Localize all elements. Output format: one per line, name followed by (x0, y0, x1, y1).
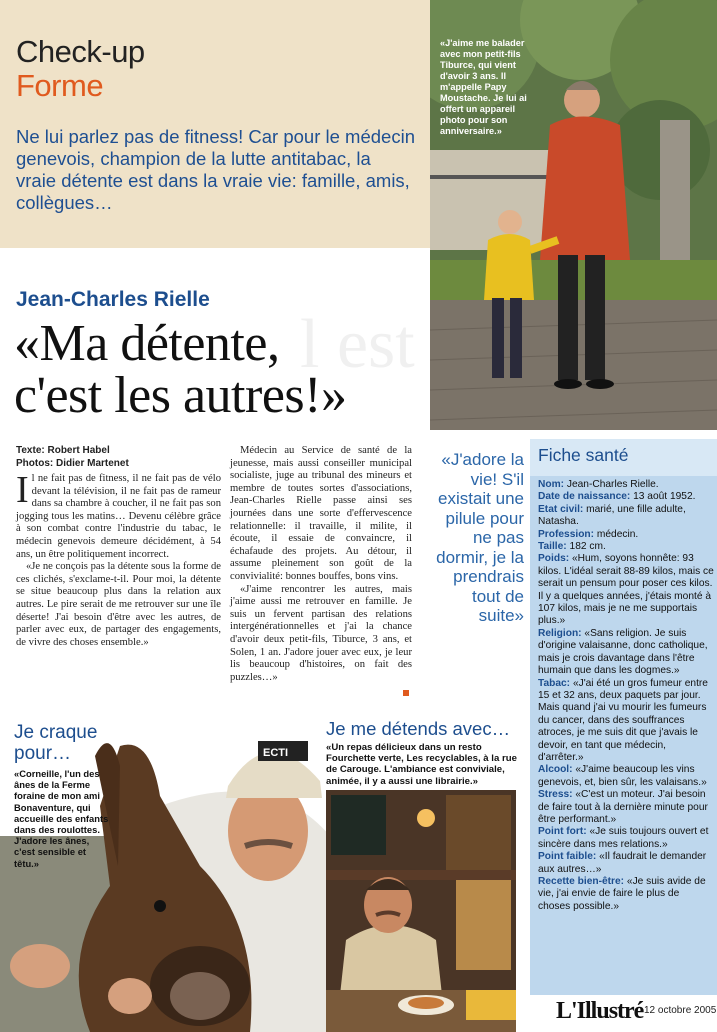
detends-text: «Un repas délicieux dans un resto Fourchette verte, Les recyclables, à la rue de Carouge. L'ambiance est conviviale, animée, il y a aussi une librairie.» (326, 742, 517, 787)
fiche-item-value: 182 cm. (569, 541, 606, 553)
fiche-item-label: Nom: (538, 479, 565, 490)
fiche-item (538, 826, 714, 851)
fiche-item (538, 479, 714, 491)
photo-top-caption: «J'aime me balader avec mon petit-fils Tiburce, qui vient d'avoir 3 ans. Il m'appelle Papy Moustache. Je lui ai offert un appareil photo pour son anniversaire.» (440, 38, 527, 136)
fiche-item-label: Point fort: (538, 826, 587, 838)
fiche-item-label: Profession: (538, 528, 595, 540)
fiche-item-value: marié, une fille adulte, Natasha. (538, 503, 686, 528)
fiche-item (538, 876, 714, 913)
cap-logo-text: ECTI (263, 747, 289, 759)
fiche-item-label: Etat civil: (538, 503, 584, 515)
craque-title: Je craque pour… (14, 722, 98, 764)
article-end-mark (403, 690, 409, 696)
fiche-item (538, 504, 714, 529)
fiche-item-label: Stress: (538, 789, 573, 801)
fiche-item (538, 553, 714, 627)
article-paragraph: «J'aime rencontrer les autres, mais j'aime aussi me retrouver en famille. Je suis un fervent partisan des relations intergénérationnelles et j'ai la chance d'avoir deux petit-fils, Tiburce, 3 ans, et Solen, 1 an. J'adore jouer avec eux, je leur lis beaucoup d'histoires, on fait des puzzles…» (230, 583, 412, 683)
pull-quote: «J'adore la vie! S'il existait une pilule pour ne pas dormir, je la prendrais tout de suite» (436, 450, 524, 625)
photo-restaurant (326, 790, 516, 1032)
headline-line-2: c'est les autres!» (14, 367, 347, 424)
fiche-item (538, 541, 714, 553)
fiche-item (538, 851, 714, 876)
fiche-item (538, 491, 714, 503)
intro-text: Ne lui parlez pas de fitness! Car pour le médecin genevois, champion de la lutte antitabac, la vraie détente est dans la vraie vie: famille, amis, collègues… (16, 126, 415, 213)
issue-date: 12 octobre 2005 (644, 1005, 717, 1016)
headline-line-1: «Ma détente, (14, 315, 280, 372)
fiche-item-label: Alcool: (538, 764, 573, 776)
headline (14, 315, 426, 424)
fiche-item-value: médecin. (596, 528, 639, 540)
masthead-logo: L'Illustré (556, 998, 644, 1024)
credit-photos: Photos: Didier Martenet (16, 458, 129, 469)
subject-name: Jean-Charles Rielle (16, 288, 210, 311)
article-column-2 (230, 445, 412, 684)
fiche-item-value: «Je suis avide de vie, j'ai envie de faire le plus de choses possible.» (538, 876, 706, 912)
fiche-item (538, 628, 714, 678)
fiche-sante-title: Fiche santé (530, 439, 717, 476)
background-letters: l est (300, 306, 415, 383)
fiche-item-value: «J'ai été un gros fumeur entre 15 et 32 ans, deux paquets par jour. Mais quand j'ai vu mourir les fumeurs du cancer, dans des souffrances atroces, je me suis dit que j'avais le devoir, en tant que médecin, d'arrêter.» (538, 677, 708, 763)
article-column-1 (16, 469, 221, 649)
fiche-item-value: «Je suis toujours ouvert et sincère dans mes relations.» (538, 826, 709, 850)
credit-text: Texte: Robert Habel (16, 445, 110, 456)
article-paragraph: Médecin au Service de santé de la jeunesse, mais aussi conseiller municipal socialiste, juge au tribunal des mineurs et membre de toutes sortes d'associations, Jean-Charles Rielle passe ainsi ses journées dans une sorte d'effervescence relationnelle: il travaille, il milite, il écoute, il essaie de convaincre, il échafaude des projets. Au détour, il assume pleinement son goût de la convivialité: bonnes bouffes, bons vins. (230, 445, 412, 582)
fiche-item (538, 764, 714, 789)
fiche-item-value: «Il faudrait le demander aux autres…» (538, 851, 707, 875)
fiche-item-value: «J'aime beaucoup les vins genevois, et, bien sûr, les valaisans.» (538, 764, 707, 788)
fiche-item-label: Taille: (538, 541, 567, 553)
fiche-item-value: «C'est un moteur. J'ai besoin de faire tout à la dernière minute pour être performant.» (538, 789, 708, 825)
fiche-item-label: Point faible: (538, 851, 597, 863)
fiche-item-value: Jean-Charles Rielle. (566, 479, 659, 490)
fiche-item-label: Religion: (538, 627, 582, 639)
dropcap: I (16, 469, 29, 511)
article-paragraph: Il ne fait pas de fitness, il ne fait pas de vélo devant la télévision, il ne fait pas de rameur dans sa chambre à coucher, il ne fait pas son jogging tous les matins… Devenu célèbre grâce à son combat contre l'industrie du tabac, le médecin genevois demeure décidément, à 54 ans, un être politiquement incorrect. (16, 469, 221, 560)
fiche-item-value: «Sans religion. Je suis d'origine valaisanne, donc catholique, mais je crois davantage dans l'être humain que dans les dogmes.» (538, 627, 708, 677)
fiche-sante-list (538, 479, 714, 913)
fiche-item-label: Date de naissance: (538, 491, 631, 503)
fiche-item-value: 13 août 1952. (633, 491, 696, 503)
rubric-title: Check-up (16, 34, 145, 69)
fiche-item-label: Recette bien-être: (538, 876, 625, 887)
fiche-item-value: «Hum, soyons honnête: 93 kilos. L'idéal serait 88-89 kilos, mais ce serait un pensum pour poser ces kilos. Il y a quelques années, j'étais monté à 107 kilos, mais je ne me supportais plus.» (538, 553, 714, 627)
fiche-item-label: Poids: (538, 553, 570, 565)
craque-text: «Corneille, l'un des ânes de la Ferme foraine de mon ami Bonaventure, qui accueille des enfants dans des roulottes. J'adore les ânes, c'est sensible et têtu.» (14, 768, 109, 869)
fiche-item (538, 789, 714, 826)
rubric-subtitle: Forme (16, 68, 104, 103)
detends-title: Je me détends avec… (326, 718, 511, 739)
article-paragraph: «Je ne conçois pas la détente sous la forme de ces clichés, s'exclame-t-il. Pour moi, la détente se situe beaucoup plus dans la relation aux autres. Le pire serait de me retrouver sur une île déserte! J'ai besoin d'être avec les autres, de parler avec eux, de partager des engagements, de vivre des choses ensemble.» (16, 561, 221, 648)
fiche-item (538, 529, 714, 541)
fiche-item (538, 678, 714, 765)
fiche-item-label: Tabac: (538, 677, 571, 689)
